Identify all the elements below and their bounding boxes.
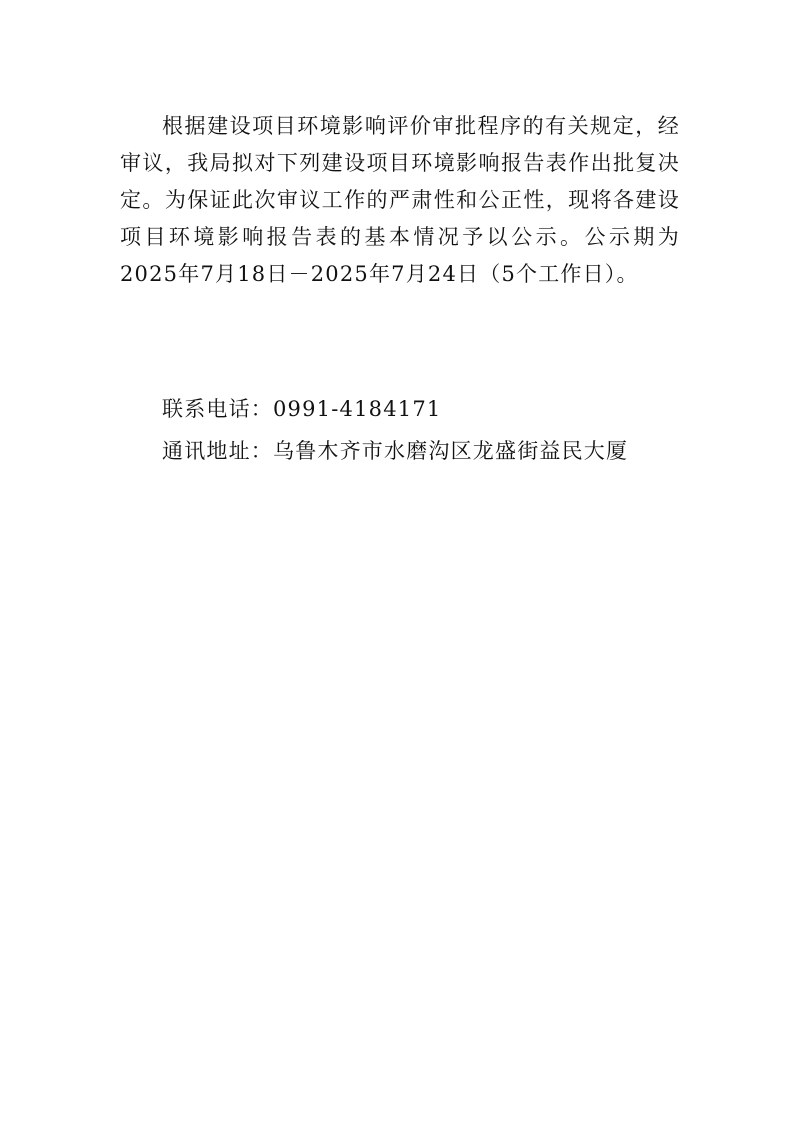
- contact-phone-number: 0991-4184171: [273, 397, 442, 421]
- contact-address-label: 通讯地址：: [162, 439, 273, 463]
- contact-phone-line: [162, 394, 441, 424]
- notice-paragraph: 根据建设项目环境影响评价审批程序的有关规定，经审议，我局拟对下列建设项目环境影响报告表作出批复决定。为保证此次审议工作的严肃性和公正性，现将各建设项目环境影响报告表的基本情况予以公示。公示期为2025年7月18日－2025年7月24日（5个工作日）。: [120, 114, 680, 286]
- contact-address-value: 乌鲁木齐市水磨沟区龙盛街益民大厦: [273, 439, 629, 463]
- contact-phone-label: 联系电话：: [162, 397, 273, 421]
- contact-address-line: [162, 436, 628, 466]
